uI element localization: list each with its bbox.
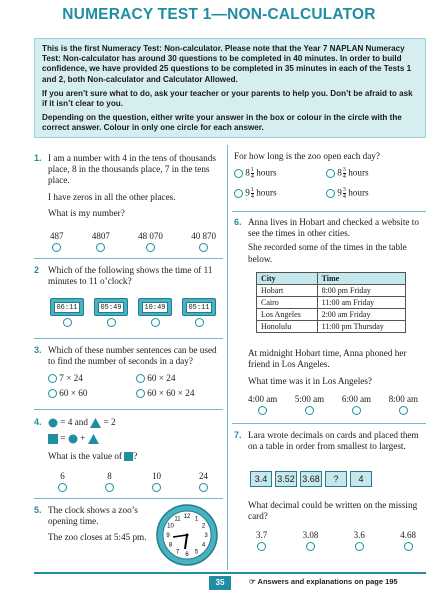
instructions-p3: Depending on the question, either write your answer in the box or colour in the circle with the correct answer. Colour in only one circle for each answer. — [42, 113, 402, 133]
clock-number: 12 — [183, 514, 191, 521]
question-text: What decimal could be written on the missing card? — [248, 500, 418, 522]
answer-option[interactable]: 8:00 am — [389, 394, 418, 415]
answer-option[interactable]: 9 $\frac{3}{4}$ hours — [326, 187, 369, 200]
clock-number: 5 — [194, 549, 199, 556]
clock-number: 7 — [175, 549, 180, 556]
analog-clock-icon — [155, 503, 219, 567]
question-number: 3. — [34, 345, 42, 355]
triangle-symbol-icon — [88, 434, 99, 444]
answer-circle[interactable] — [58, 483, 67, 492]
answer-circle[interactable] — [52, 243, 61, 252]
page-number: 35 — [209, 576, 231, 590]
pointing-hand-icon: ☞ — [249, 577, 256, 586]
answer-option[interactable]: 8 — [105, 471, 114, 492]
decimal-card: 4 — [350, 471, 372, 487]
q2-options — [50, 298, 216, 327]
answer-option[interactable]: 60 × 60 × 24 — [136, 388, 194, 399]
question-text: I am a number with 4 in the tens of thousands place, 8 in the thousands place, 7 in the tens place. — [48, 153, 216, 186]
question-number: 6. — [234, 217, 242, 227]
decimal-cards — [250, 469, 375, 487]
time-table — [256, 272, 406, 333]
question-number: 5. — [34, 505, 42, 515]
answer-option[interactable] — [182, 298, 216, 327]
table-header: Time — [317, 273, 405, 285]
question-text: What time was it in Los Angeles? — [248, 376, 373, 387]
answers-reference: ☞ Answers and explanations on page 195 — [249, 577, 398, 586]
answer-circle[interactable] — [146, 243, 155, 252]
answer-circle[interactable] — [326, 189, 335, 198]
question-text: I have zeros in all the other places. — [48, 191, 176, 202]
answer-option[interactable]: 8 $\frac{3}{4}$ hours — [326, 167, 369, 180]
question-text: The clock shows a zoo’s opening time. — [48, 505, 138, 527]
clock-number: 9 — [166, 533, 170, 540]
square-symbol-icon — [48, 434, 58, 444]
answer-circle[interactable] — [305, 406, 314, 415]
answer-circle[interactable] — [151, 318, 160, 327]
clock-number: 6 — [185, 552, 189, 559]
answer-circle[interactable] — [195, 318, 204, 327]
answer-option[interactable]: 6:00 am — [342, 394, 371, 415]
answer-circle[interactable] — [306, 542, 315, 551]
q4-options — [58, 471, 208, 492]
clock-number: 1 — [194, 516, 199, 523]
divider — [34, 258, 223, 259]
table-row: Cairo 11:00 am Friday — [257, 297, 406, 309]
clock-number: 10 — [167, 523, 174, 530]
question-number: 2 — [34, 265, 40, 275]
answer-option[interactable]: 487 — [50, 231, 64, 252]
question-text: What is my number? — [48, 207, 125, 218]
instructions-box — [34, 38, 426, 138]
clock-number: 8 — [168, 542, 173, 549]
answer-option[interactable]: 9 $\frac{1}{4}$ hours — [234, 187, 277, 200]
answer-option[interactable]: 48 070 — [138, 231, 163, 252]
answer-option[interactable] — [138, 298, 172, 327]
question-text: For how long is the zoo open each day? — [234, 151, 380, 161]
q1-options — [50, 231, 216, 252]
answer-option[interactable]: 10 — [152, 471, 161, 492]
question-text: Anna lives in Hobart and checked a website to see the times in other cities. — [248, 217, 419, 239]
digital-clock: 06:11 — [50, 298, 84, 316]
page-footer — [34, 572, 426, 590]
questions-area — [34, 145, 426, 570]
answer-circle[interactable] — [63, 318, 72, 327]
answer-circle[interactable] — [257, 542, 266, 551]
answer-circle[interactable] — [234, 169, 243, 178]
page-title: NUMERACY TEST 1—NON-CALCULATOR — [62, 6, 376, 23]
answer-option[interactable]: 24 — [199, 471, 208, 492]
answer-circle[interactable] — [199, 483, 208, 492]
answer-option[interactable]: 40 870 — [191, 231, 216, 252]
decimal-card: 3.52 — [275, 471, 297, 487]
answer-option[interactable]: 60 × 24 — [136, 373, 175, 384]
q7-options — [256, 530, 416, 551]
table-row: Hobart 8:00 pm Friday — [257, 285, 406, 297]
clock-number: 11 — [174, 516, 181, 523]
table-header-row — [257, 273, 406, 285]
answer-circle[interactable] — [105, 483, 114, 492]
question-text: She recorded some of the times in the table below. — [248, 242, 407, 264]
answer-circle[interactable] — [48, 389, 57, 398]
circle-symbol-icon — [48, 418, 58, 428]
divider — [232, 211, 426, 212]
question-5-continued — [234, 151, 424, 162]
answer-option[interactable]: 4:00 am — [248, 394, 277, 415]
circle-symbol-icon — [68, 434, 78, 444]
answer-option[interactable]: 6 — [58, 471, 67, 492]
square-symbol-icon — [124, 452, 133, 461]
question-number: 7. — [234, 430, 242, 440]
digital-clock: 05:11 — [182, 298, 216, 316]
column-divider — [227, 145, 228, 570]
equation-2: = + — [48, 433, 218, 451]
answer-circle[interactable] — [199, 243, 208, 252]
answer-option[interactable] — [94, 298, 128, 327]
instructions-p2: If you aren’t sure what to do, ask your teacher or your parents to help you. Don’t be afraid to ask if it isn’t clear to you. — [42, 88, 413, 109]
question-text: Which of these number sentences can be used to find the number of seconds in a day? — [48, 345, 217, 367]
divider — [34, 498, 223, 499]
answer-circle[interactable] — [96, 243, 105, 252]
table-row: Honolulu 11:00 pm Thursday — [257, 321, 406, 333]
q6-options — [248, 394, 418, 415]
answer-circle[interactable] — [136, 374, 145, 383]
answer-circle[interactable] — [152, 483, 161, 492]
missing-card: ? — [325, 471, 347, 487]
digital-clock: 10:49 — [138, 298, 172, 316]
answer-option[interactable]: 3.7 — [256, 530, 267, 551]
answer-option[interactable]: 3.08 — [303, 530, 319, 551]
clock-number: 2 — [201, 523, 206, 530]
digital-clock: 05:49 — [94, 298, 128, 316]
answer-circle[interactable] — [399, 406, 408, 415]
decimal-card: 3.4 — [250, 471, 272, 487]
answer-circle[interactable] — [258, 406, 267, 415]
table-header: City — [257, 273, 318, 285]
answer-option[interactable]: 3.6 — [354, 530, 365, 551]
divider — [232, 423, 426, 424]
answer-circle[interactable] — [326, 169, 335, 178]
answer-circle[interactable] — [404, 542, 413, 551]
question-text: What is the value of ? — [48, 451, 138, 461]
answer-option[interactable]: 7 × 24 — [48, 373, 83, 384]
clock-number: 4 — [201, 542, 206, 549]
answer-circle[interactable] — [355, 542, 364, 551]
answer-circle[interactable] — [234, 189, 243, 198]
triangle-symbol-icon — [90, 418, 101, 428]
question-text: Lara wrote decimals on cards and placed them on a table in order from smallest to largest. — [248, 430, 419, 452]
divider — [34, 409, 223, 410]
question-number: 1. — [34, 153, 42, 163]
table-row: Los Angeles 2:00 am Friday — [257, 309, 406, 321]
decimal-card: 3.68 — [300, 471, 322, 487]
answer-circle[interactable] — [352, 406, 361, 415]
question-text: Which of the following shows the time of 11 minutes to 11 o’clock? — [48, 265, 213, 287]
question-text: The zoo closes at 5:45 pm. — [48, 532, 147, 543]
answer-option[interactable]: 4807 — [92, 231, 110, 252]
divider — [34, 338, 223, 339]
answer-option[interactable]: 5:00 am — [295, 394, 324, 415]
answer-circle[interactable] — [136, 389, 145, 398]
question-number: 4. — [34, 417, 42, 427]
clock-number: 3 — [204, 533, 208, 540]
answer-option[interactable] — [50, 298, 84, 327]
answer-option[interactable]: 4.68 — [400, 530, 416, 551]
answer-option[interactable]: 60 × 60 — [48, 388, 87, 399]
instructions-p1: This is the first Numeracy Test: Non-calculator. Please note that the Year 7 NAPLAN Numeracy Test: Non-calculator has around 30 questions to be completed in 40 minutes. In order to build confidence, we have provided 25 questions to be completed in 35 minutes in each of the Tests 1 and 2, both Non-calculator and Calculator Allowed. — [42, 44, 412, 84]
answer-circle[interactable] — [48, 374, 57, 383]
answer-option[interactable]: 8 $\frac{1}{4}$ hours — [234, 167, 277, 180]
equation-1: = 4 and = 2 — [48, 417, 218, 433]
answer-circle[interactable] — [107, 318, 116, 327]
question-text: At midnight Hobart time, Anna phoned her friend in Los Angeles. — [248, 348, 407, 370]
